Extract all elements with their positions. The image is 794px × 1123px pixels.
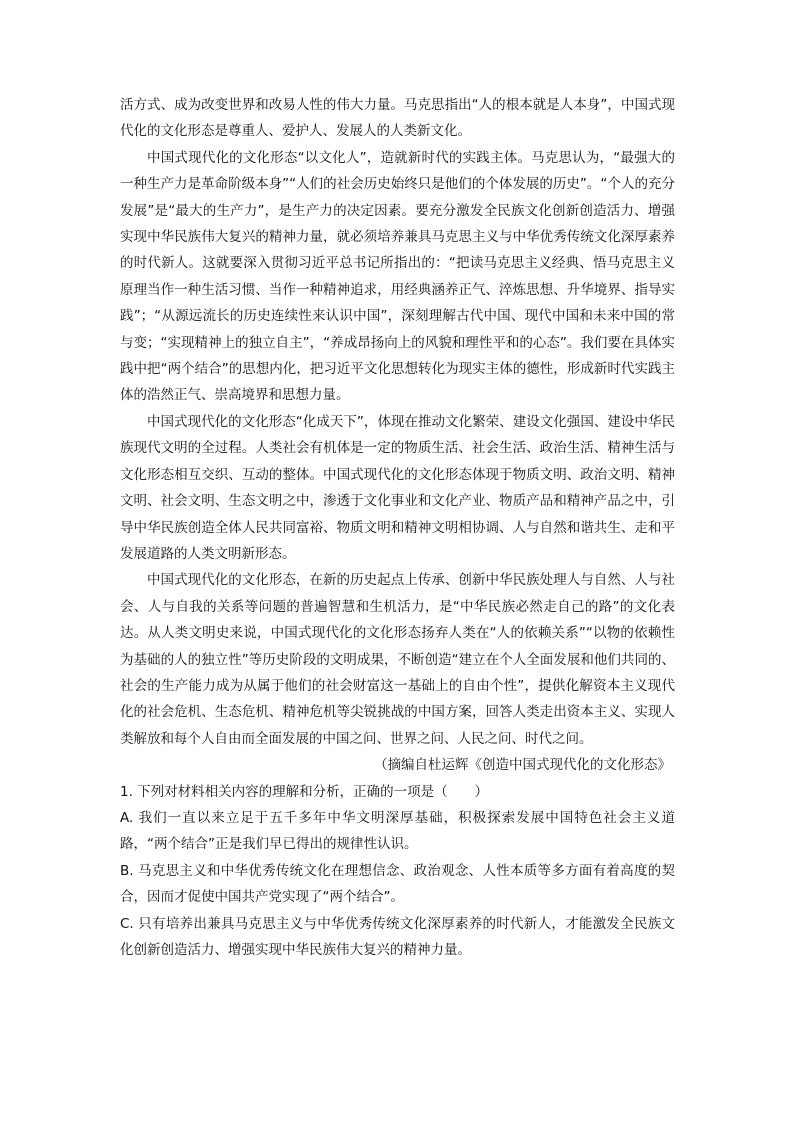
paragraph-4: 中国式现代化的文化形态，在新的历史起点上传承、创新中华民族处理人与自然、人与社会、人与自我的关系等问题的普遍智慧和生机活力，是“中华民族必然走自己的路”的文化表达。从人类文明史来说，中国式现代化的文化形态扬弃人类在“人的依赖关系”“以物的依赖性为基础的人的独立性”等历史阶段的文明成果，不断创造“建立在个人全面发展和他们共同的、社会的生产能力成为从属于他们的社会财富这一基础上的自由个性”，提供化解资本主义现代化的社会危机、生态危机、精神危机等尖锐挑战的中国方案，回答人类走出资本主义、实现人类解放和每个人自由而全面发展的中国之问、世界之问、人民之问、时代之问。 <box>120 572 675 747</box>
question-stem: 1. 下列对材料相关内容的理解和分析，正确的一项是（ ） <box>120 783 489 800</box>
paragraph-2: 中国式现代化的文化形态“以文化人”，造就新时代的实践主体。马克思认为，“最强大的一种生产力是革命阶级本身”“人们的社会历史始终只是他们的个体发展的历史”。“个人的充分发展”是“最大的生产力”，是生产力的决定因素。要充分激发全民族文化创新创造活力、增强实现中华民族伟大复兴的精神力量，就必须培养兼具马克思主义与中华优秀传统文化深厚素养的时代新人。这就要深入贯彻习近平总书记所指出的：“把读马克思主义经典、悟马克思主义原理当作一种生活习惯、当作一种精神追求，用经典涵养正气、淬炼思想、升华境界、指导实践”；“从源远流长的历史连续性来认识中国”，深刻理解古代中国、现代中国和未来中国的常与变；“实现精神上的独立自主”，“养成昂扬向上的风貌和理性平和的心态”。我们要在具体实践中把“两个结合”的思想内化，把习近平文化思想转化为现实主体的德性，形成新时代实践主体的浩然正气、崇高境界和思想力量。 <box>120 149 675 404</box>
paragraph-1: 活方式、成为改变世界和改易人性的伟大力量。马克思指出“人的根本就是人本身”，中国式现代化的文化形态是尊重人、爱护人、发展人的人类新文化。 <box>120 97 675 140</box>
option-b: B. 马克思主义和中华优秀传统文化在理想信念、政治观念、人性本质等多方面有着高度的契合，因而才促使中国共产党实现了“两个结合”。 <box>120 862 675 906</box>
source-citation: （摘编自杜运辉《创造中国式现代化的文化形态》 <box>374 757 671 774</box>
option-c: C. 只有培养出兼具马克思主义与中华优秀传统文化深厚素养的时代新人，才能激发全民族文化创新创造活力、增强实现中华民族伟大复兴的精神力量。 <box>120 915 675 958</box>
paragraph-3: 中国式现代化的文化形态“化成天下”，体现在推动文化繁荣、建设文化强国、建设中华民族现代文明的全过程。人类社会有机体是一定的物质生活、社会生活、政治生活、精神生活与文化形态相互交织、互动的整体。中国式现代化的文化形态体现于物质文明、政治文明、精神文明、社会文明、生态文明之中，渗透于文化事业和文化产业、物质产品和精神产品之中，引导中华民族创造全体人民共同富裕、物质文明和精神文明相协调、人与自然和谐共生、走和平发展道路的人类文明新形态。 <box>120 413 675 562</box>
document-content <box>120 92 675 963</box>
option-a: A. 我们一直以来立足于五千多年中华文明深厚基础，积极探索发展中国特色社会主义道路，“两个结合”正是我们早已得出的规律性认识。 <box>120 809 675 853</box>
